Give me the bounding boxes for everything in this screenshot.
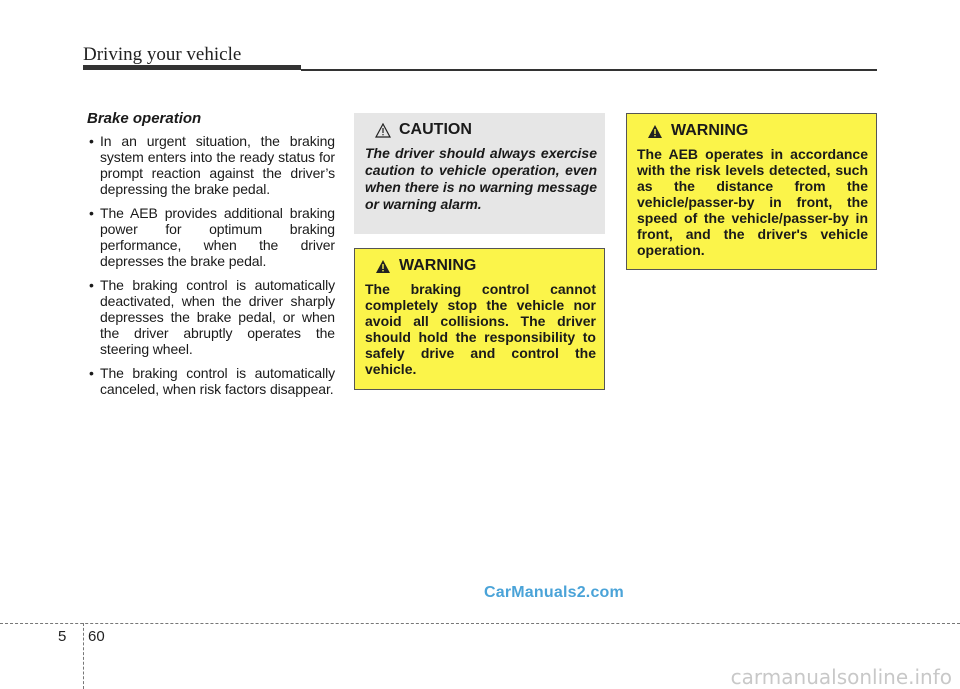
footer-vertical-divider (83, 623, 84, 689)
site-watermark: carmanualsonline.info (730, 665, 952, 689)
bullet-item: • The AEB provides additional braking power for optimum braking performance, when the driver depresses the brake pedal. (87, 205, 335, 269)
caution-title (365, 121, 597, 139)
warning-title (365, 257, 596, 275)
warning-title (637, 122, 868, 140)
chapter-number: 5 (58, 628, 67, 645)
header-rule-thick (83, 65, 301, 70)
warning-triangle-icon (375, 259, 391, 274)
caution-box (354, 113, 605, 234)
warning-text: The braking control cannot completely stop the vehicle nor avoid all collisions. The driver should hold the responsibility to safely drive and control the vehicle. (365, 281, 596, 377)
warning-title-text: WARNING (671, 122, 749, 139)
warning-text: The AEB operates in accordance with the risk levels detected, such as the distance from the vehicle/passer-by in front, the speed of the vehicle/passer-by in front, and the driver's vehicle operation. (637, 146, 868, 258)
brake-operation-section (87, 110, 335, 405)
warning-title-text: WARNING (399, 257, 477, 274)
page-number: 60 (88, 628, 105, 645)
section-heading: Brake operation (87, 110, 202, 127)
watermark-link[interactable]: CarManuals2.com (484, 584, 624, 601)
page-header-title: Driving your vehicle (83, 44, 242, 65)
caution-triangle-icon (375, 123, 391, 138)
caution-title-text: CAUTION (399, 121, 472, 138)
bullet-list (87, 133, 335, 397)
warning-box-aeb (626, 113, 877, 270)
header-rule-thin (301, 69, 877, 71)
bullet-item: • In an urgent situation, the braking system enters into the ready status for prompt reaction against the driver’s depressing the brake pedal. (87, 133, 335, 197)
caution-text: The driver should always exercise caution to vehicle operation, even when there is no warning message or warning alarm. (365, 145, 597, 212)
bullet-item: • The braking control is automatically deactivated, when the driver sharply depresses the brake pedal, or when the driver abruptly operates the steering wheel. (87, 277, 335, 357)
warning-box-braking (354, 248, 605, 390)
footer-divider (0, 623, 960, 624)
warning-triangle-icon (647, 124, 663, 139)
bullet-item: • The braking control is automatically canceled, when risk factors disappear. (87, 365, 335, 397)
